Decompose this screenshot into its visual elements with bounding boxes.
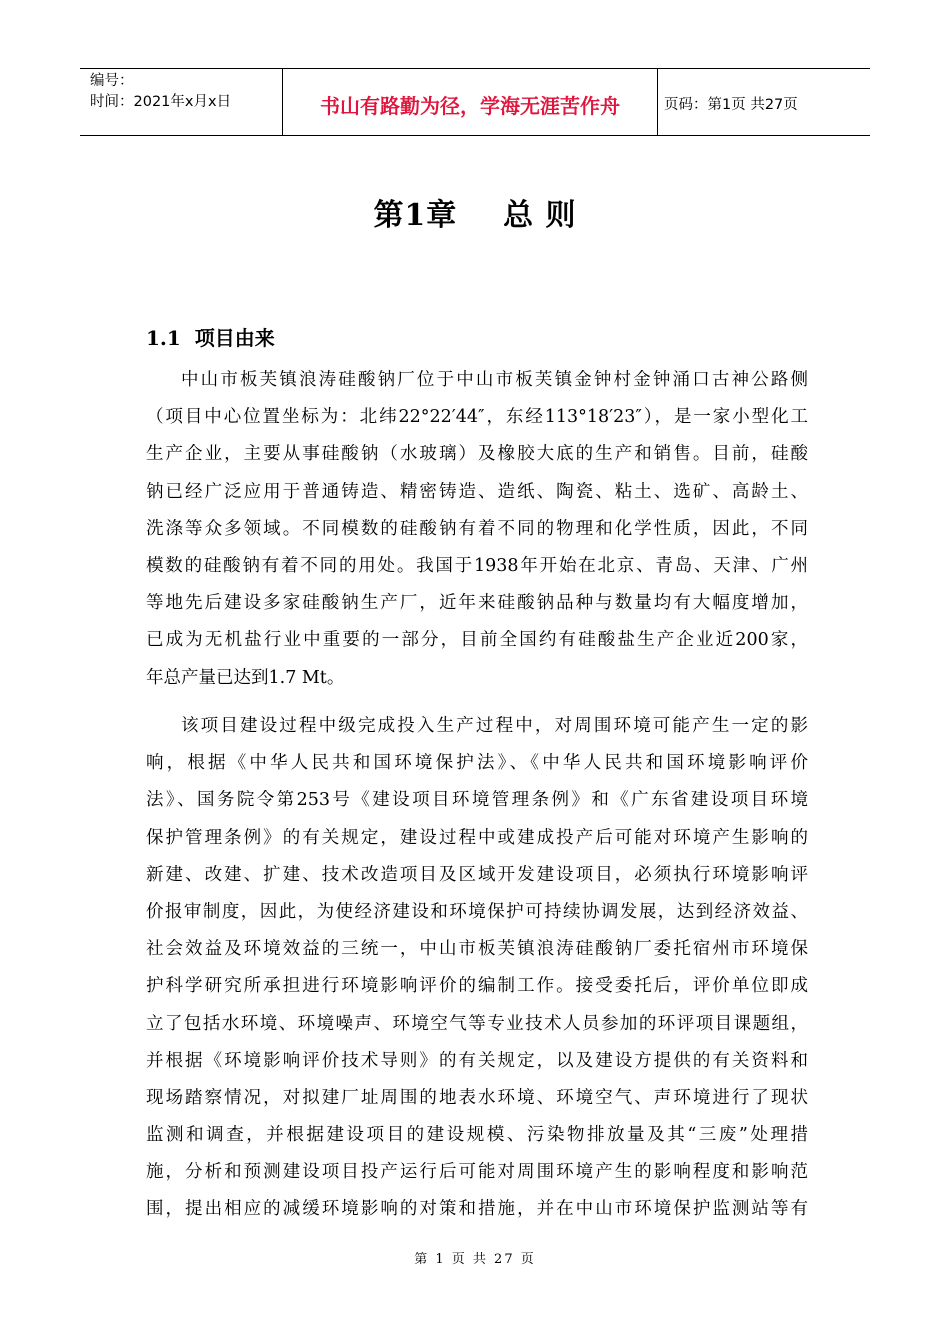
paragraph-line: 监测和调查，并根据建设项目的建设规模、污染物排放量及其“三废”处理措 <box>146 1125 808 1146</box>
paragraph-line: 新建、改建、扩建、技术改造项目及区域开发建设项目，必须执行环境影响评 <box>146 864 808 885</box>
paragraph-line: 该项目建设过程中级完成投入生产过程中，对周围环境可能产生一定的影 <box>181 716 808 736</box>
header-motto-cell <box>282 69 658 135</box>
header-motto: 书山有路勤为径，学海无涯苦作舟 <box>320 93 620 118</box>
paragraph-line: 中山市板芙镇浪涛硅酸钠厂位于中山市板芙镇金钟村金钟涌口古神公路侧 <box>181 370 808 390</box>
paragraph-line: 生产企业，主要从事硅酸钠（水玻璃）及橡胶大底的生产和销售。目前，硅酸 <box>146 444 808 465</box>
paragraph-line: 价报审制度，因此，为使经济建设和环境保护可持续协调发展，达到经济效益、 <box>146 901 808 922</box>
paragraph-line: 钠已经广泛应用于普通铸造、精密铸造、造纸、陶瓷、粘土、选矿、高龄土、 <box>146 481 808 502</box>
paragraph-line: 施，分析和预测建设项目投产运行后可能对周围环境产生的影响程度和影响范 <box>146 1162 808 1183</box>
paragraph-line: 立了包括水环境、环境噪声、环境空气等专业技术人员参加的环评项目课题组， <box>146 1013 808 1034</box>
paragraph-line: 保护管理条例》的有关规定，建设过程中或建成投产后可能对环境产生影响的 <box>146 827 808 848</box>
header-left-cell <box>80 69 282 135</box>
paragraph-line: 护科学研究所承担进行环境影响评价的编制工作。接受委托后，评价单位即成 <box>146 976 808 997</box>
paragraph-line: （项目中心位置坐标为：北纬22°22′44″，东经113°18′23″），是一家小型化工 <box>146 407 808 428</box>
header-page-info: 页码：第1页 共27页 <box>664 96 798 113</box>
document-number-label: 编号： <box>90 73 134 89</box>
paragraph-line: 社会效益及环境效益的三统一，中山市板芙镇浪涛硅酸钠厂委托宿州市环境保 <box>146 939 808 960</box>
paragraph-line: 响，根据《中华人民共和国环境保护法》、《中华人民共和国环境影响评价 <box>146 753 808 774</box>
paragraph-line: 洗涤等众多领域。不同模数的硅酸钠有着不同的物理和化学性质，因此，不同 <box>146 518 808 539</box>
paragraph-line: 模数的硅酸钠有着不同的用处。我国于1938年开始在北京、青岛、天津、广州 <box>146 555 808 576</box>
header-table <box>80 68 870 136</box>
chapter-title: 第1章 总 则 <box>373 198 577 233</box>
header-page-cell <box>658 69 870 135</box>
section-title: 1.1 项目由来 <box>146 326 275 350</box>
paragraph-line: 已成为无机盐行业中重要的一部分，目前全国约有硅酸盐生产企业近200家， <box>146 630 808 651</box>
page-footer: 第 1 页 共 27 页 <box>414 1252 536 1267</box>
paragraph-line: 现场踏察情况，对拟建厂址周围的地表水环境、环境空气、声环境进行了现状 <box>146 1087 808 1108</box>
paragraph-line: 围，提出相应的减缓环境影响的对策和措施，并在中山市环境保护监测站等有 <box>146 1199 808 1220</box>
paragraph-project-origin <box>146 362 808 697</box>
document-time-label: 时间：2021年x月x日 <box>90 94 232 110</box>
paragraph-line: 并根据《环境影响评价技术导则》的有关规定，以及建设方提供的有关资料和 <box>146 1050 808 1071</box>
paragraph-line: 年总产量已达到1.7 Mt。 <box>146 667 345 688</box>
paragraph-line: 法》、国务院令第253号《建设项目环境管理条例》和《广东省建设项目环境 <box>146 790 808 811</box>
paragraph-assessment-process <box>146 708 808 1229</box>
paragraph-line: 等地先后建设多家硅酸钠生产厂，近年来硅酸钠品种与数量均有大幅度增加， <box>146 593 808 614</box>
